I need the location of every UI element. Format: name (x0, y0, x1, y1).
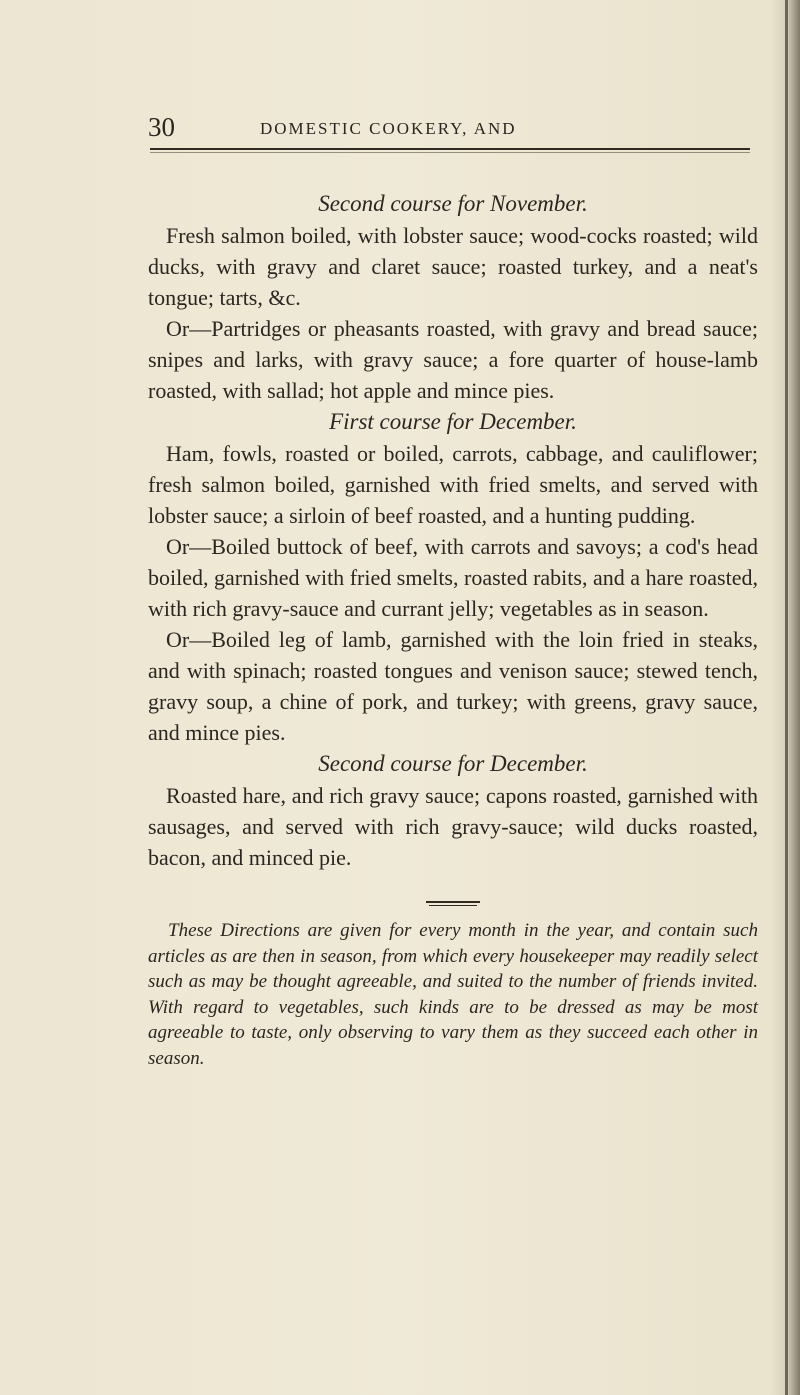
section-divider (426, 901, 480, 903)
header-rule (150, 148, 750, 150)
paragraph: Ham, fowls, roasted or boiled, carrots, cabbage, and cauliflower; fresh salmon boiled, garnished with fried smelts, and served with lobster sauce; a sirloin of beef roasted, and a hunting pudding. (148, 441, 758, 528)
page-edge-line (785, 0, 788, 1395)
page-body (148, 188, 758, 1071)
paragraph: Or—Boiled buttock of beef, with carrots and savoys; a cod's head boiled, garnished with fried smelts, roasted rabits, and a hare roasted, with rich gravy-sauce and currant jelly; vegetables as in season. (148, 534, 758, 621)
paragraph: Or—Boiled leg of lamb, garnished with the loin fried in steaks, and with spinach; roasted tongues and venison sauce; stewed tench, gravy soup, a chine of pork, and turkey; with greens, gravy sauce, and mince pies. (148, 627, 758, 745)
section-divider-thin (429, 905, 477, 906)
section-heading-second-november: Second course for November. (318, 191, 588, 216)
closing-note: These Directions are given for every month in the year, and contain such articles as are then in season, from which every housekeeper may readily select such as may be thought agreeable, and suited to the number of friends invited. With regard to vegetables, such kinds are to be dressed as may be most agreeable to taste, only observing to vary them as they succeed each other in season. (148, 920, 758, 1069)
section-heading-first-december: First course for December. (329, 409, 577, 434)
section-heading-second-december: Second course for December. (318, 751, 588, 776)
running-head: DOMESTIC COOKERY, AND (260, 119, 517, 138)
page-number: 30 (148, 112, 175, 142)
header-rule-thin (150, 152, 750, 153)
paragraph: Fresh salmon boiled, with lobster sauce; wood-cocks roasted; wild ducks, with gravy and claret sauce; roasted turkey, and a neat's tongue; tarts, &c. (148, 223, 758, 310)
paragraph: Or—Partridges or pheasants roasted, with gravy and bread sauce; snipes and larks, with gravy sauce; a fore quarter of house-lamb roasted, with sallad; hot apple and mince pies. (148, 316, 758, 403)
page-header (148, 112, 758, 142)
paragraph: Roasted hare, and rich gravy sauce; capons roasted, garnished with sausages, and served with rich gravy-sauce; wild ducks roasted, bacon, and minced pie. (148, 783, 758, 870)
